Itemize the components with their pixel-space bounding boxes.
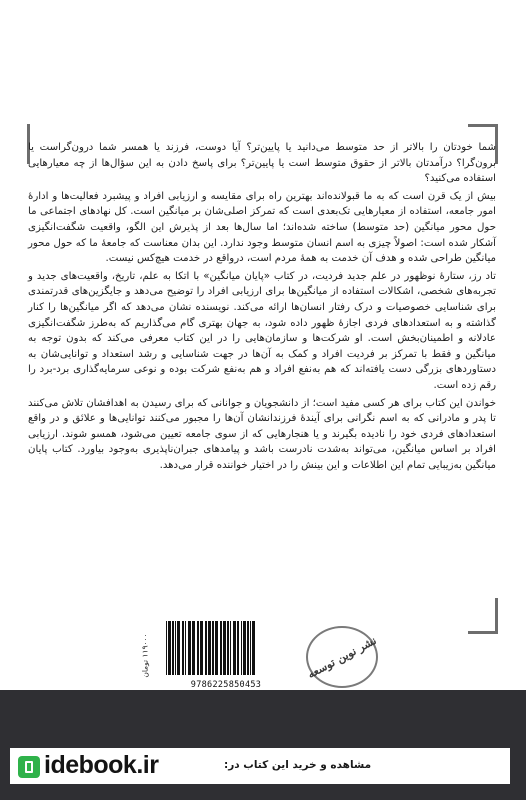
isbn-barcode [160, 619, 292, 692]
price-label [134, 625, 156, 685]
barcode-bar [250, 621, 251, 675]
decorative-bracket-bottom-right [468, 598, 498, 634]
barcode-bar [241, 621, 242, 675]
barcode-bar [230, 621, 231, 675]
barcode-bar [215, 621, 218, 675]
barcode-bar [208, 621, 211, 675]
book-icon [18, 756, 40, 778]
barcode-bar [197, 621, 199, 675]
barcode-bar [168, 621, 171, 675]
barcode-bar [200, 621, 203, 675]
barcode-bar [182, 621, 184, 675]
barcode-bar [212, 621, 214, 675]
blurb-paragraph-4: خواندن این کتاب برای هر کسی مفید است؛ از دانشجویان و جوانانی که برای رسیدن به اهدافشان تلاش می‌کنند تا پدر و مادرانی که به اسم نگرانی برای آیندهٔ فرزندانشان آن‌ها را مجبور می‌کنند توانایی‌ها و علائق و در واقع استعدادهای فردی خود را نادیده بگیرند و یا هنجارهایی که از سوی جامعه تعیین می‌شود، همسو شوند. ارزیابی افراد بر اساس میانگین، می‌تواند به‌شدت نادرست باشد و پیامدهای جبران‌ناپذیری به‌وجود بیاورد. کتاب پایان میانگین به‌زیبایی تمام این اطلاعات و این بینش را در اختیار خواننده قرار می‌دهد. [28, 397, 496, 471]
banner-caption: مشاهده و خرید این کتاب در: [224, 759, 372, 771]
barcode-bar [227, 621, 229, 675]
barcode-bar [243, 621, 246, 675]
barcode-bar [237, 621, 239, 675]
blurb-paragraph-2: بیش از یک قرن است که به ما قبولانده‌اند بهترین راه برای مقایسه و ارزیابی افراد و پیشبرد فعالیت‌ها و ادارهٔ امور جامعه، استفاده از معیارهایی تک‌بعدی است که تمرکز اصلی‌شان بر میانگین است. کل نهادهای اجتماعی ما حول محور میانگین (حد متوسط) ساخته شده‌اند؛ اما سال‌ها بعد از پذیرش این الگو، واقعیت شگفت‌انگیزی آشکار شده است: اصولاً چیزی به اسم انسان متوسط وجود ندارد. این بدان معناست که جامعهٔ ما که حول محور میانگین طراحی شده و هدف آن خدمت به همهٔ مردم است، درواقع در خدمت هیچ‌کس نیست. [28, 190, 496, 265]
barcode-bar [205, 621, 207, 675]
idebook-banner[interactable] [10, 748, 510, 784]
banner-brand[interactable]: idebook.ir [44, 751, 159, 779]
barcode-bars [164, 621, 288, 677]
publisher-logo-text: نشر نوین توسعه [305, 633, 379, 681]
isbn-number: 9786225850453 [190, 680, 262, 690]
barcode-bar [247, 621, 249, 675]
barcode-bar [177, 621, 180, 675]
blurb-paragraph-1: شما خودتان را بالاتر از حد متوسط می‌دانید یا پایین‌تر؟ آیا دوست، فرزند یا همسر شما درون‌گراست یا برون‌گرا؟ درآمدتان بالاتر از حقوق متوسط است یا پایین‌تر؟ برای پاسخ دادن به این سؤال‌ها از چه معیارهایی استفاده می‌کنید؟ [28, 142, 496, 185]
barcode-bar [175, 621, 176, 675]
barcode-bar [166, 621, 167, 675]
blurb-text [28, 140, 496, 475]
barcode-bar [172, 621, 174, 675]
blurb-paragraph-3: تاد رز، ستارهٔ نوظهور در علم جدید فردیت، در کتاب «پایان میانگین» با اتکا به علم، تاریخ، واقعیت‌های جدید و تجربه‌های شخصی، اشکالات استفاده از میانگین‌ها برای ارزیابی افراد را توضیح می‌دهد و جایگزین‌های قدرتمندی برای شناسایی خصوصیات و درک رفتار انسان‌ها ارائه می‌کند. نویسنده نشان می‌دهد که اگر میانگین‌ها را کنار گذاشته و به استعدادهای فردی اجازهٔ ظهور داده شود، به جهان بهتری گام می‌گذاریم که به‌طرز شگفت‌انگیزی عادلانه و اطمینان‌بخش است. او شرکت‌ها و سازمان‌هایی را در این کتاب معرفی می‌کند که بدون توجه به میانگین و فقط با تمرکز بر فردیت افراد و کمک به آن‌ها در جهت شناسایی و رشد استعداد و توانایی‌شان به دستاوردهای بزرگی دست یافته‌اند که هم به‌نفع افراد و هم به‌نفع شرکت بوده و نوعی سرمایه‌گذاری برد-برد را رقم زده است. [28, 270, 496, 391]
barcode-bar [188, 621, 191, 675]
barcode-bar [233, 621, 236, 675]
publisher-logo [306, 626, 378, 688]
barcode-bar [185, 621, 186, 675]
barcode-bar [223, 621, 226, 675]
barcode-bar [192, 621, 195, 675]
price-text: ۱۱۹۰۰۰ تومان [140, 632, 150, 678]
barcode-bar [252, 621, 255, 675]
barcode-bar [220, 621, 222, 675]
